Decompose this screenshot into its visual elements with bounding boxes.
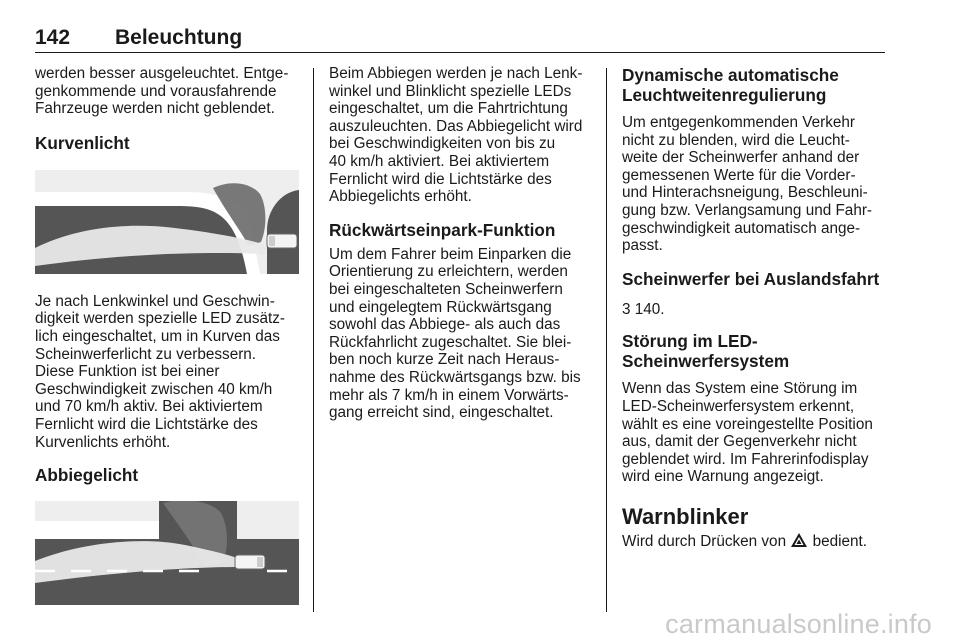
- auslandsfahrt-heading: Scheinwerfer bei Auslandsfahrt: [622, 268, 880, 289]
- abbiegelicht-paragraph: Beim Abbiegen werden je nach Lenk- winkel und Blinklicht spezielle LEDs eingeschaltet, um die Fahrtrichtung auszuleuchten. Das Abbiegelicht wird bei Geschwindigkeiten von bis zu 40 km/h aktiviert. Bei aktiviertem Fernlicht wird die Lichtstärke des Abbiegelichts erhöht.: [329, 65, 583, 206]
- page-reference-link[interactable]: 140.: [634, 300, 665, 318]
- warnblinker-heading: Warnblinker: [622, 503, 749, 529]
- column-2: [329, 65, 593, 422]
- page-number: 142: [35, 26, 71, 49]
- page-header: [35, 26, 885, 53]
- rueckwaertseinpark-heading: Rückwärtseinpark-Funktion: [329, 219, 556, 240]
- watermark: carmanualsonline.info: [665, 609, 932, 639]
- kurvenlicht-paragraph: Je nach Lenkwinkel und Geschwin- digkeit werden spezielle LED zusätz- lich eingeschaltet, um in Kurven das Scheinwerferlicht zu verbessern. Diese Funktion ist bei einer Geschwindigkeit zwischen 40 km/h und 70 km/h aktiv. Bei aktiviertem Fernlicht wird die Lichtstärke des Kurvenlichts erhöht.: [35, 292, 285, 451]
- intro-paragraph: werden besser ausgeleuchtet. Entge- genkommende und vorausfahrende Fahrzeuge werden nicht geblendet.: [35, 65, 289, 118]
- running-title: Beleuchtung: [115, 26, 243, 49]
- hazard-triangle-icon: [790, 532, 808, 548]
- warnblinker-paragraph: Wird durch Drücken von bedient.: [622, 532, 868, 550]
- column-3: [622, 65, 888, 551]
- kurvenlicht-heading: Kurvenlicht: [35, 132, 130, 153]
- stoerung-paragraph: Wenn das System eine Störung im LED-Scheinwerfersystem erkennt, wählt es eine voreingestellte Position aus, damit der Gegenverkehr nicht geblendet wird. Im Fahrerinfodisplay wird eine Warnung angezeigt.: [622, 380, 873, 486]
- auslandsfahrt-reference[interactable]: [622, 301, 888, 319]
- column-rule: [606, 68, 607, 612]
- kurvenlicht-illustration: [35, 170, 299, 274]
- leuchtweiten-paragraph: Um entgegenkommenden Verkehr nicht zu blenden, wird die Leucht- weite der Scheinwerfer anhand der gemessenen Werte für die Vorder- und Hinterachsneigung, Beschleuni- gung bzw. Verlangsamung und Fahr- geschwindigkeit automatisch ange- passt.: [622, 114, 873, 255]
- column-1: [35, 65, 299, 605]
- rueckwaertseinpark-paragraph: Um dem Fahrer beim Einparken die Orientierung zu erleichtern, werden bei eingeschalteten Scheinwerfern und eingelegtem Rückwärtsgang sowohl das Abbiege- als auch das Rückfahrlicht zugeschaltet. Sie blei- ben noch kurze Zeit nach Heraus- nahme des Rückwärtsgangs bzw. bis mehr als 7 km/h in einem Vorwärts- gang erreicht sind, eingeschaltet.: [329, 245, 581, 422]
- page-reference-icon: 3: [622, 300, 631, 318]
- stoerung-heading: Störung im LED- Scheinwerfersystem: [622, 331, 790, 372]
- abbiegelicht-illustration: [35, 501, 299, 605]
- abbiegelicht-heading: Abbiegelicht: [35, 465, 139, 486]
- column-rule: [313, 68, 314, 612]
- leuchtweiten-heading: Dynamische automatische Leuchtweitenregulierung: [622, 65, 839, 105]
